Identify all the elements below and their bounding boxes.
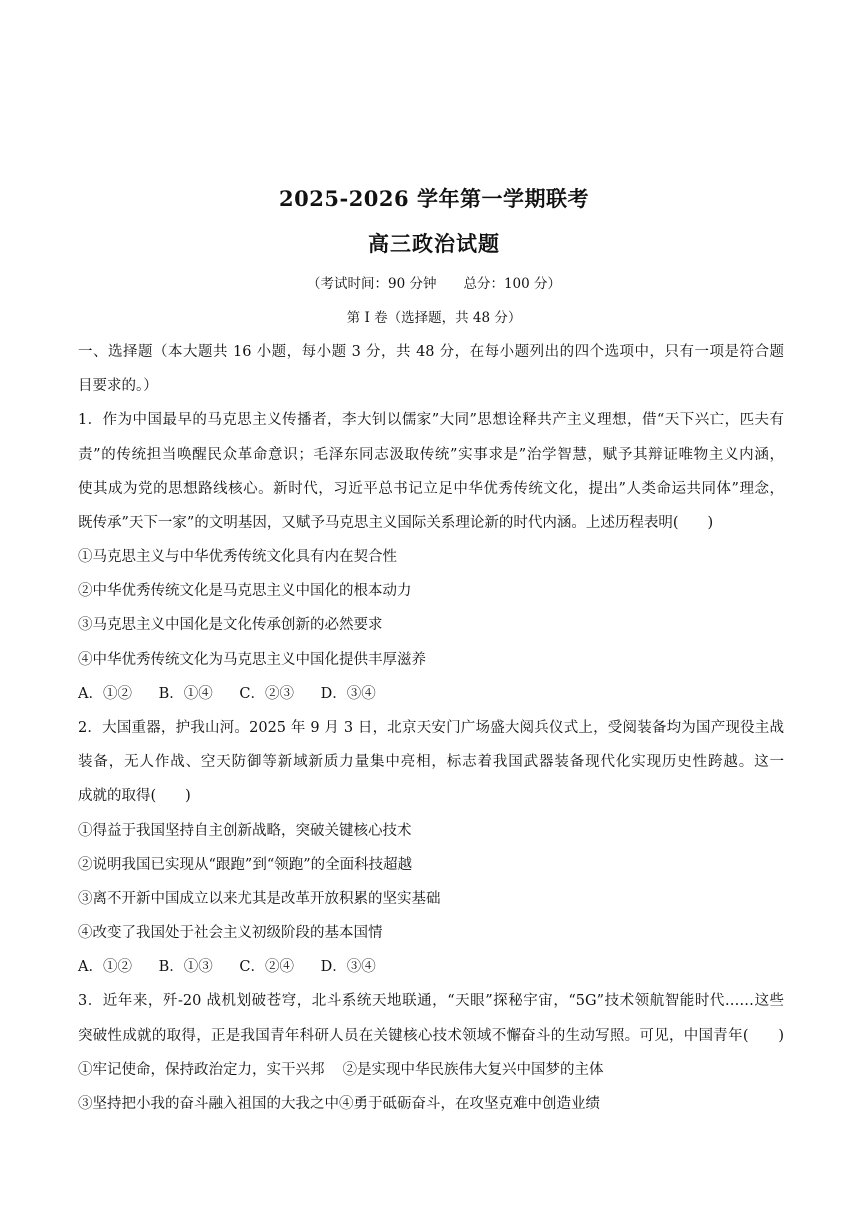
question-1-statement: ③马克思主义中国化是文化传承创新的必然要求	[78, 617, 383, 633]
question-1-stem-line: 使其成为党的思想路线核心。新时代，习近平总书记立足中华优秀传统文化，提出”人类命运共同体”理念，	[78, 481, 784, 497]
exam-title: 2025-2026 学年第一学期联考	[279, 186, 589, 211]
exam-info: （考试时间：90 分钟 总分：100 分）	[306, 276, 562, 292]
question-1-stem-line: 既传承”天下一家”的文明基因，又赋予马克思主义国际关系理论新的时代内涵。上述历程表明( )	[78, 515, 714, 531]
option-a[interactable]: A．①②	[78, 686, 132, 702]
question-3-statement: ④勇于砥砺奋斗，在攻坚克难中创造业绩	[339, 1096, 600, 1112]
question-3-statement: ②是实现中华民族伟大复兴中国梦的主体	[342, 1062, 604, 1078]
section-intro-line: 目要求的。）	[78, 378, 158, 394]
question-2-options	[78, 955, 398, 976]
question-3-statement-row	[78, 1092, 600, 1113]
question-1-options	[78, 682, 398, 703]
question-3-statement: ③坚持把小我的奋斗融入祖国的大我之中	[78, 1096, 339, 1112]
question-1-stem-line: 责”的传统担当唤醒民众革命意识；毛泽东同志汲取传统”实事求是”治学智慧，赋予其辩证唯物主义内涵，	[78, 447, 784, 463]
option-c[interactable]: C．②④	[239, 959, 294, 975]
question-3-statement-row	[78, 1058, 604, 1079]
question-2-stem-line: 装备，无人作战、空天防御等新域新质力量集中亮相，标志着我国武器装备现代化实现历史性跨越。这一	[78, 754, 784, 770]
question-2-stem-line: 2．大国重器，护我山河。2025 年 9 月 3 日，北京天安门广场盛大阅兵仪式上，受阅装备均为国产现役主战	[78, 720, 784, 736]
option-b[interactable]: B．①④	[158, 686, 213, 702]
option-c[interactable]: C．②③	[239, 686, 294, 702]
option-a[interactable]: A．①②	[78, 959, 132, 975]
volume-label: 第 I 卷（选择题，共 48 分）	[346, 310, 522, 326]
question-3-statement: ①牢记使命，保持政治定力，实干兴邦	[78, 1062, 325, 1078]
question-2-statement: ①得益于我国坚持自主创新战略，突破关键核心技术	[78, 823, 412, 839]
question-2-statement: ④改变了我国处于社会主义初级阶段的基本国情	[78, 925, 383, 941]
question-3-stem-line: 3．近年来，歼-20 战机划破苍穹，北斗系统天地联通，“天眼”探秘宇宙，“5G”技术领航智能时代……这些	[78, 993, 784, 1009]
option-d[interactable]: D．③④	[320, 959, 376, 975]
question-3-stem-line: 突破性成就的取得，正是我国青年科研人员在关键核心技术领域不懈奋斗的生动写照。可见，中国青年( )	[78, 1028, 784, 1044]
exam-subtitle: 高三政治试题	[368, 231, 500, 256]
question-1-statement: ①马克思主义与中华优秀传统文化具有内在契合性	[78, 549, 397, 565]
question-2-statement: ③离不开新中国成立以来尤其是改革开放积累的坚实基础	[78, 891, 441, 907]
option-d[interactable]: D．③④	[320, 686, 376, 702]
question-1-statement: ②中华优秀传统文化是马克思主义中国化的根本动力	[78, 583, 412, 599]
option-b[interactable]: B．①③	[158, 959, 213, 975]
question-1-stem-line: 1．作为中国最早的马克思主义传播者，李大钊以儒家”大同”思想诠释共产主义理想，借“天下兴亡，匹夫有	[78, 412, 784, 428]
question-2-stem-line: 成就的取得( )	[78, 788, 191, 804]
question-2-statement: ②说明我国已实现从“跟跑”到“领跑”的全面科技超越	[78, 857, 413, 873]
question-1-statement: ④中华优秀传统文化为马克思主义中国化提供丰厚滋养	[78, 652, 426, 668]
section-intro-line: 一、选择题（本大题共 16 小题，每小题 3 分，共 48 分，在每小题列出的四个选项中，只有一项是符合题	[78, 344, 784, 360]
